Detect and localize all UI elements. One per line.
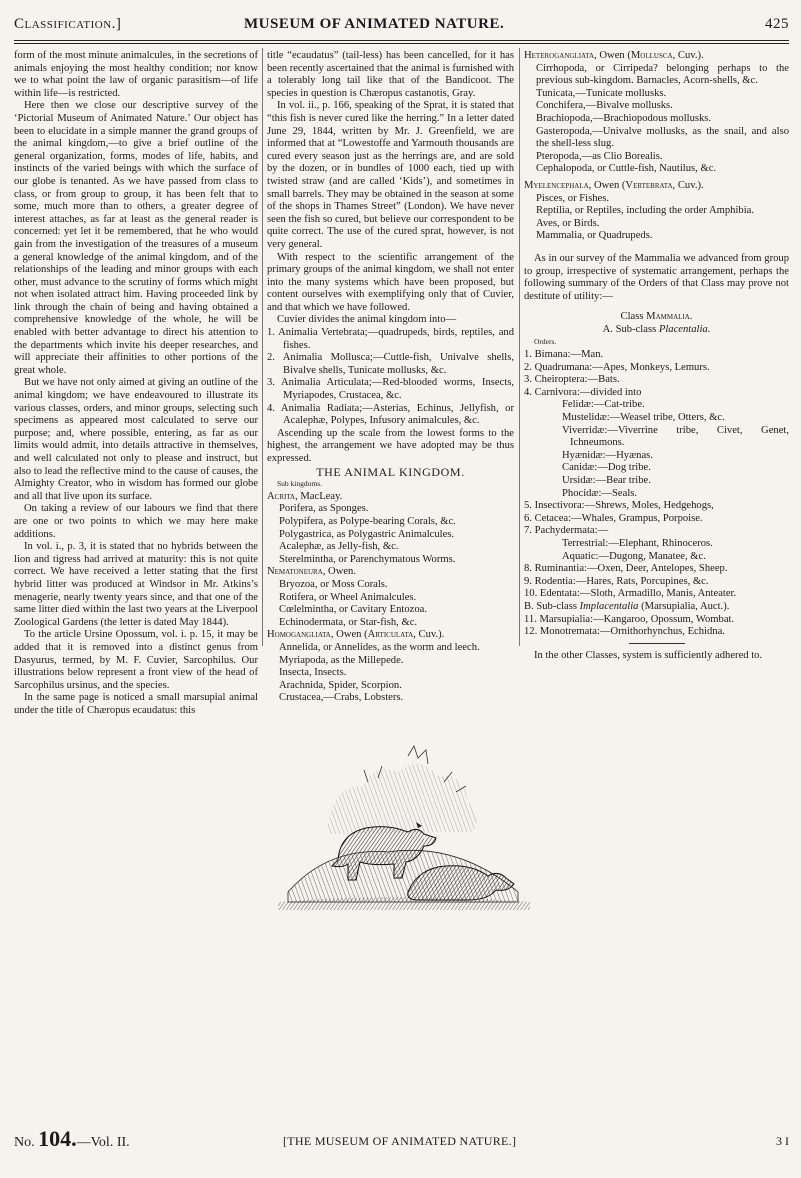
taxon-line: Pisces, or Fishes. — [536, 192, 609, 204]
subclass-prefix: B. Sub-class — [524, 600, 577, 612]
sheet-signature: 3 I — [776, 1134, 789, 1148]
order-item: 1. Bimana:—Man. — [524, 349, 604, 361]
paragraph: On taking a review of our labours we find that there are one or two points to which we may here make additions. — [14, 503, 258, 540]
subkingdom-alt-name: Articulata — [367, 629, 414, 641]
subkingdom-name: Heterogangliata — [524, 50, 595, 61]
subclass-name: Implacentalia — [579, 600, 639, 612]
family-item: Viverridæ:—Viverrine tribe, Civet, Genet, Ichneumons. — [562, 424, 789, 449]
paragraph: But we have not only aimed at giving an outline of the animal kingdom; we have endeavoured to illustrate its various classes, orders, and minor groups, selecting such specimens as appeared most calculated to serve our purpose; and, where possible, entering, as far as our limits would admit, into details attractive in themselves, and well calculated not only to please and instruct, but also to lead the reflective mind to the cause of causes, the Almighty Creator, who in wisdom has formed our globe and all that live upon its surface. — [14, 377, 258, 502]
subclass-a-heading — [524, 324, 789, 337]
cuvier-division: 4. Animalia Radiata;—Asterias, Echinus, Jellyfish, or Acalephæ, Polypes, Infusory animalcules, &c. — [267, 402, 514, 427]
taxon-line: Insecta, Insects. — [279, 667, 347, 679]
taxon-line: Aves, or Birds. — [536, 217, 600, 229]
paragraph: title “ecaudatus” (tail-less) has been cancelled, for it has been recently ascertained that the animal is furnished with a tolerably long tail like that of the Bandicoot. The species in question is Chæropus castanotis, Gray. — [267, 50, 514, 99]
subclass-b-heading — [524, 601, 789, 614]
order-item: 10. Edentata:—Sloth, Armadillo, Manis, Anteater. — [524, 588, 737, 600]
order-item: 3. Cheiroptera:—Bats. — [524, 374, 620, 386]
subkingdom-alt-name: Mollusca — [630, 50, 673, 61]
order-item: 6. Cetacea:—Whales, Grampus, Porpoise. — [524, 512, 703, 524]
subkingdom-name: Nematoneura — [267, 566, 323, 578]
subkingdom-alt-author: , Cuv.). — [413, 629, 445, 641]
taxon-line: Bryozoa, or Moss Corals. — [279, 578, 388, 590]
order-item: 7. Pachydermata:— — [524, 525, 609, 537]
subkingdom-author: , Owen. — [322, 566, 356, 578]
paragraph: As in our survey of the Mammalia we advanced from group to group, irrespective of systematic arrangement, perhaps the following summary of the Orders of that Class may prove not destitute of utility:— — [524, 252, 789, 302]
family-item: Ursidæ:—Bear tribe. — [562, 475, 651, 486]
kingdom-heading: THE ANIMAL KINGDOM. — [316, 464, 465, 479]
taxon-line: Echinodermata, or Star-fish, &c. — [279, 616, 418, 628]
order-item: 11. Marsupialia:—Kangaroo, Opossum, Wombat. — [524, 613, 735, 625]
header-rule-bottom — [14, 43, 789, 44]
subkingdom-homogangliata — [267, 629, 514, 642]
paragraph: In vol. i., p. 3, it is stated that no hybrids between the lion and tigress had arrived at maturity: this is not quite correct. We have received a letter stating that the first hybrid litter was produced at Windsor in Mr. Atkins’s menagerie, nearly twenty years since, and that one of the same litter died within the last two years at the Liverpool Zoological Gardens (the letter is dated May 1844). — [14, 541, 258, 628]
order-item: 8. Ruminantia:—Oxen, Deer, Antelopes, Sheep. — [524, 563, 728, 575]
page-number: 425 — [765, 16, 789, 32]
taxon-line: Crustacea,—Crabs, Lobsters. — [279, 692, 404, 704]
family-item: Terrestrial:—Elephant, Rhinoceros. — [562, 537, 713, 549]
column-1 — [14, 50, 258, 717]
issue-number — [14, 1126, 130, 1152]
subkingdom-heterogangliata — [524, 50, 789, 63]
taxon-line: Cœlelmintha, or Cavitary Entozoa. — [279, 604, 427, 616]
subclass-suffix: (Marsupialia, Auct.). — [638, 600, 730, 612]
subkingdom-acrita — [267, 491, 514, 504]
subkingdom-name: Acrita — [267, 490, 296, 502]
class-name: Mammalia. — [646, 311, 693, 323]
subkingdom-alt-author: , Cuv.). — [672, 50, 704, 61]
paragraph: Cuvier divides the animal kingdom into— — [277, 314, 457, 326]
order-item: 2. Quadrumana:—Apes, Monkeys, Lemurs. — [524, 361, 710, 373]
sarcophilus-engraving — [268, 742, 538, 920]
taxon-line: Myriapoda, as the Millepede. — [279, 654, 404, 666]
taxon-line: Acalephæ, as Jelly-fish, &c. — [279, 541, 399, 553]
subkingdom-name: Homogangliata — [267, 629, 331, 641]
footer-title: [THE MUSEUM OF ANIMATED NATURE.] — [283, 1134, 517, 1148]
cuvier-division: 3. Animalia Articulata;—Red-blooded worms, Insects, Myriapodes, Crustacea, &c. — [267, 377, 514, 402]
paragraph: form of the most minute animalcules, in the secretions of animals enjoying the most healthy condition; nor know we to what point the law of organic parasitism—of life within life—is restricted. — [14, 50, 258, 99]
taxon-line: Pteropoda,—as Clio Borealis. — [536, 150, 663, 162]
taxon-line: Conchifera,—Bivalve mollusks. — [536, 100, 673, 112]
family-item: Canidæ:—Dog tribe. — [562, 462, 651, 474]
taxon-line: Mammalia, or Quadrupeds. — [536, 230, 653, 242]
subkingdom-author: , Owen ( — [588, 179, 626, 191]
subclass-name: Placentalia. — [658, 323, 711, 335]
paragraph: In vol. ii., p. 166, speaking of the Sprat, it is stated that “this fish is never cured like the herring.” In a letter dated June 29, 1844, written by Mr. J. Greenfield, we are informed that at “Lowestoffe and Yarmouth thousands are cured every season just as the herrings are, and are sold by the dozen, or in bundles of 1000 each, tied up with twisted straw (and are called ‘Kids’), and sometimes in small barrels. They may be obtained in the season at some of the shops in Thames Street” (London). We have never seen the fish so cured, but believe our correspondent to be quite correct. The use of the cured sprat, however, is not very general. — [267, 100, 514, 250]
taxon-line: Polypifera, as Polype-bearing Corals, &c. — [279, 515, 456, 527]
header-rule-top — [14, 40, 789, 41]
subkingdom-author: , Owen ( — [594, 50, 631, 61]
column-divider — [262, 48, 263, 646]
cuvier-division: 1. Animalia Vertebrata;—quadrupeds, birds, reptiles, and fishes. — [267, 327, 514, 351]
header-section: Classification.] — [14, 16, 122, 32]
paragraph: With respect to the scientific arrangement of the primary groups of the animal kingdom, we shall not enter into the many systems which have been proposed, but content ourselves with exemplifying only that of Cuvier, and that which we have followed. — [267, 251, 514, 313]
family-item: Felidæ:—Cat-tribe. — [562, 399, 645, 411]
subkingdom-myelencephala — [524, 180, 789, 193]
issue-value: 104. — [38, 1126, 77, 1151]
subkingdom-name: Myelencephala — [524, 179, 589, 191]
subkingdom-alt-name: Vertebrata — [625, 179, 673, 191]
paragraph: Here then we close our descriptive survey of the ‘Pictorial Museum of Animated Nature.’ Our object has been to elucidate in a simple manner the grand groups of the animal kingdom,—to give a brief outline of the general organization, forms, modes of life, habits, and instincts of the varied beings with which the surface of our globe is tenanted. As we have passed from class to class, or from group to group, it has been felt that to some, much more than to others, a greater degree of interest attaches, as far at least as the general reader is concerned: yet let it be remembered, that he who would gain from the investigation of the treasures of a museum a general knowledge of the animal kingdom, and of the relationships of the leading and minor groups with each other, must advance to the scrutiny of forms which might not when isolated attract him. Having proceeded link by link through the chain of being and having obtained a comprehensive knowledge of the whole, he will be enabled with better advantage to direct his attention to the departments which invite his deeper researches, and will appreciate their affinities to other portions of the great whole. — [14, 100, 258, 376]
divider — [629, 643, 685, 644]
family-item: Phocidæ:—Seals. — [562, 487, 638, 499]
taxon-line: Brachiopoda,—Brachiopodous mollusks. — [536, 112, 712, 124]
column-3 — [524, 50, 789, 662]
order-item: 12. Monotremata:—Ornithorhynchus, Echidna. — [524, 626, 725, 638]
paragraph: To the article Ursine Opossum, vol. i. p. 15, it may be added that it is removed into a distinct genus from Dasyurus, termed, by M. F. Cuvier, Sarcophilus. Our illustrations below represent a front view of the head of Sarcophilus ursinus, and the species. — [14, 629, 258, 691]
subclass-prefix: A. Sub-class — [602, 323, 657, 335]
sub-kingdoms-label: Sub kingdoms. — [277, 479, 323, 489]
taxon-line: Gasteropoda,—Univalve mollusks, as the snail, and also the shell-less slug. — [536, 125, 789, 150]
family-item: Mustelidæ:—Weasel tribe, Otters, &c. — [562, 412, 725, 424]
taxon-line: Annelida, or Annelides, as the worm and leech. — [279, 641, 480, 653]
header-title: MUSEUM OF ANIMATED NATURE. — [244, 16, 505, 32]
paragraph: Ascending up the scale from the lowest forms to the highest, the arrangement we have adopted may be thus expressed. — [267, 427, 514, 464]
taxon-line: Reptilia, or Reptiles, including the order Amphibia. — [536, 205, 755, 217]
order-item: 9. Rodentia:—Hares, Rats, Porcupines, &c. — [524, 575, 709, 587]
taxon-line: Cirrhopoda, or Cirripeda? belonging perhaps to the previous sub-kingdom. Barnacles, Acorn-shells, &c. — [536, 62, 789, 87]
page-footer — [14, 1126, 789, 1154]
orders-label: Orders. — [534, 337, 557, 347]
subkingdom-author: , Owen ( — [330, 629, 368, 641]
family-item: Aquatic:—Dugong, Manatee, &c. — [562, 550, 706, 562]
column-divider — [519, 48, 520, 646]
taxon-line: Sterelmintha, or Parenchymatous Worms. — [279, 553, 456, 565]
order-item: 5. Insectivora:—Shrews, Moles, Hedgehogs, — [524, 500, 714, 512]
taxon-line: Polygastrica, as Polygastric Animalcules. — [279, 528, 455, 540]
taxon-line: Porifera, as Sponges. — [279, 503, 369, 515]
subkingdom-author: , MacLeay. — [295, 490, 343, 502]
class-prefix: Class — [620, 311, 644, 323]
family-item: Hyænidæ:—Hyænas. — [562, 449, 653, 461]
paragraph: In the same page is noticed a small marsupial animal under the title of Chæropus ecaudatus: this — [14, 692, 258, 716]
subkingdom-alt-author: , Cuv.). — [672, 179, 704, 191]
taxon-line: Cephalopoda, or Cuttle-fish, Nautilus, &c. — [536, 163, 717, 175]
taxon-line: Arachnida, Spider, Scorpion. — [279, 679, 402, 691]
subkingdom-nematoneura — [267, 566, 514, 579]
cuvier-division: 2. Animalia Mollusca;—Cuttle-fish, Univalve shells, Bivalve shells, Tunicate mollusks, &c. — [267, 352, 514, 376]
order-item: 4. Carnivora:—divided into — [524, 386, 642, 398]
class-heading — [524, 311, 789, 324]
foliage-background — [328, 746, 477, 834]
taxon-line: Tunicata,—Tunicate mollusks. — [536, 87, 667, 99]
taxon-line: Rotifera, or Wheel Animalcules. — [279, 591, 417, 603]
paragraph: In the other Classes, system is sufficiently adhered to. — [534, 649, 763, 661]
column-2 — [267, 50, 514, 705]
volume-label: —Vol. II. — [76, 1135, 130, 1150]
running-header — [14, 14, 789, 38]
issue-prefix: No. — [14, 1135, 35, 1150]
